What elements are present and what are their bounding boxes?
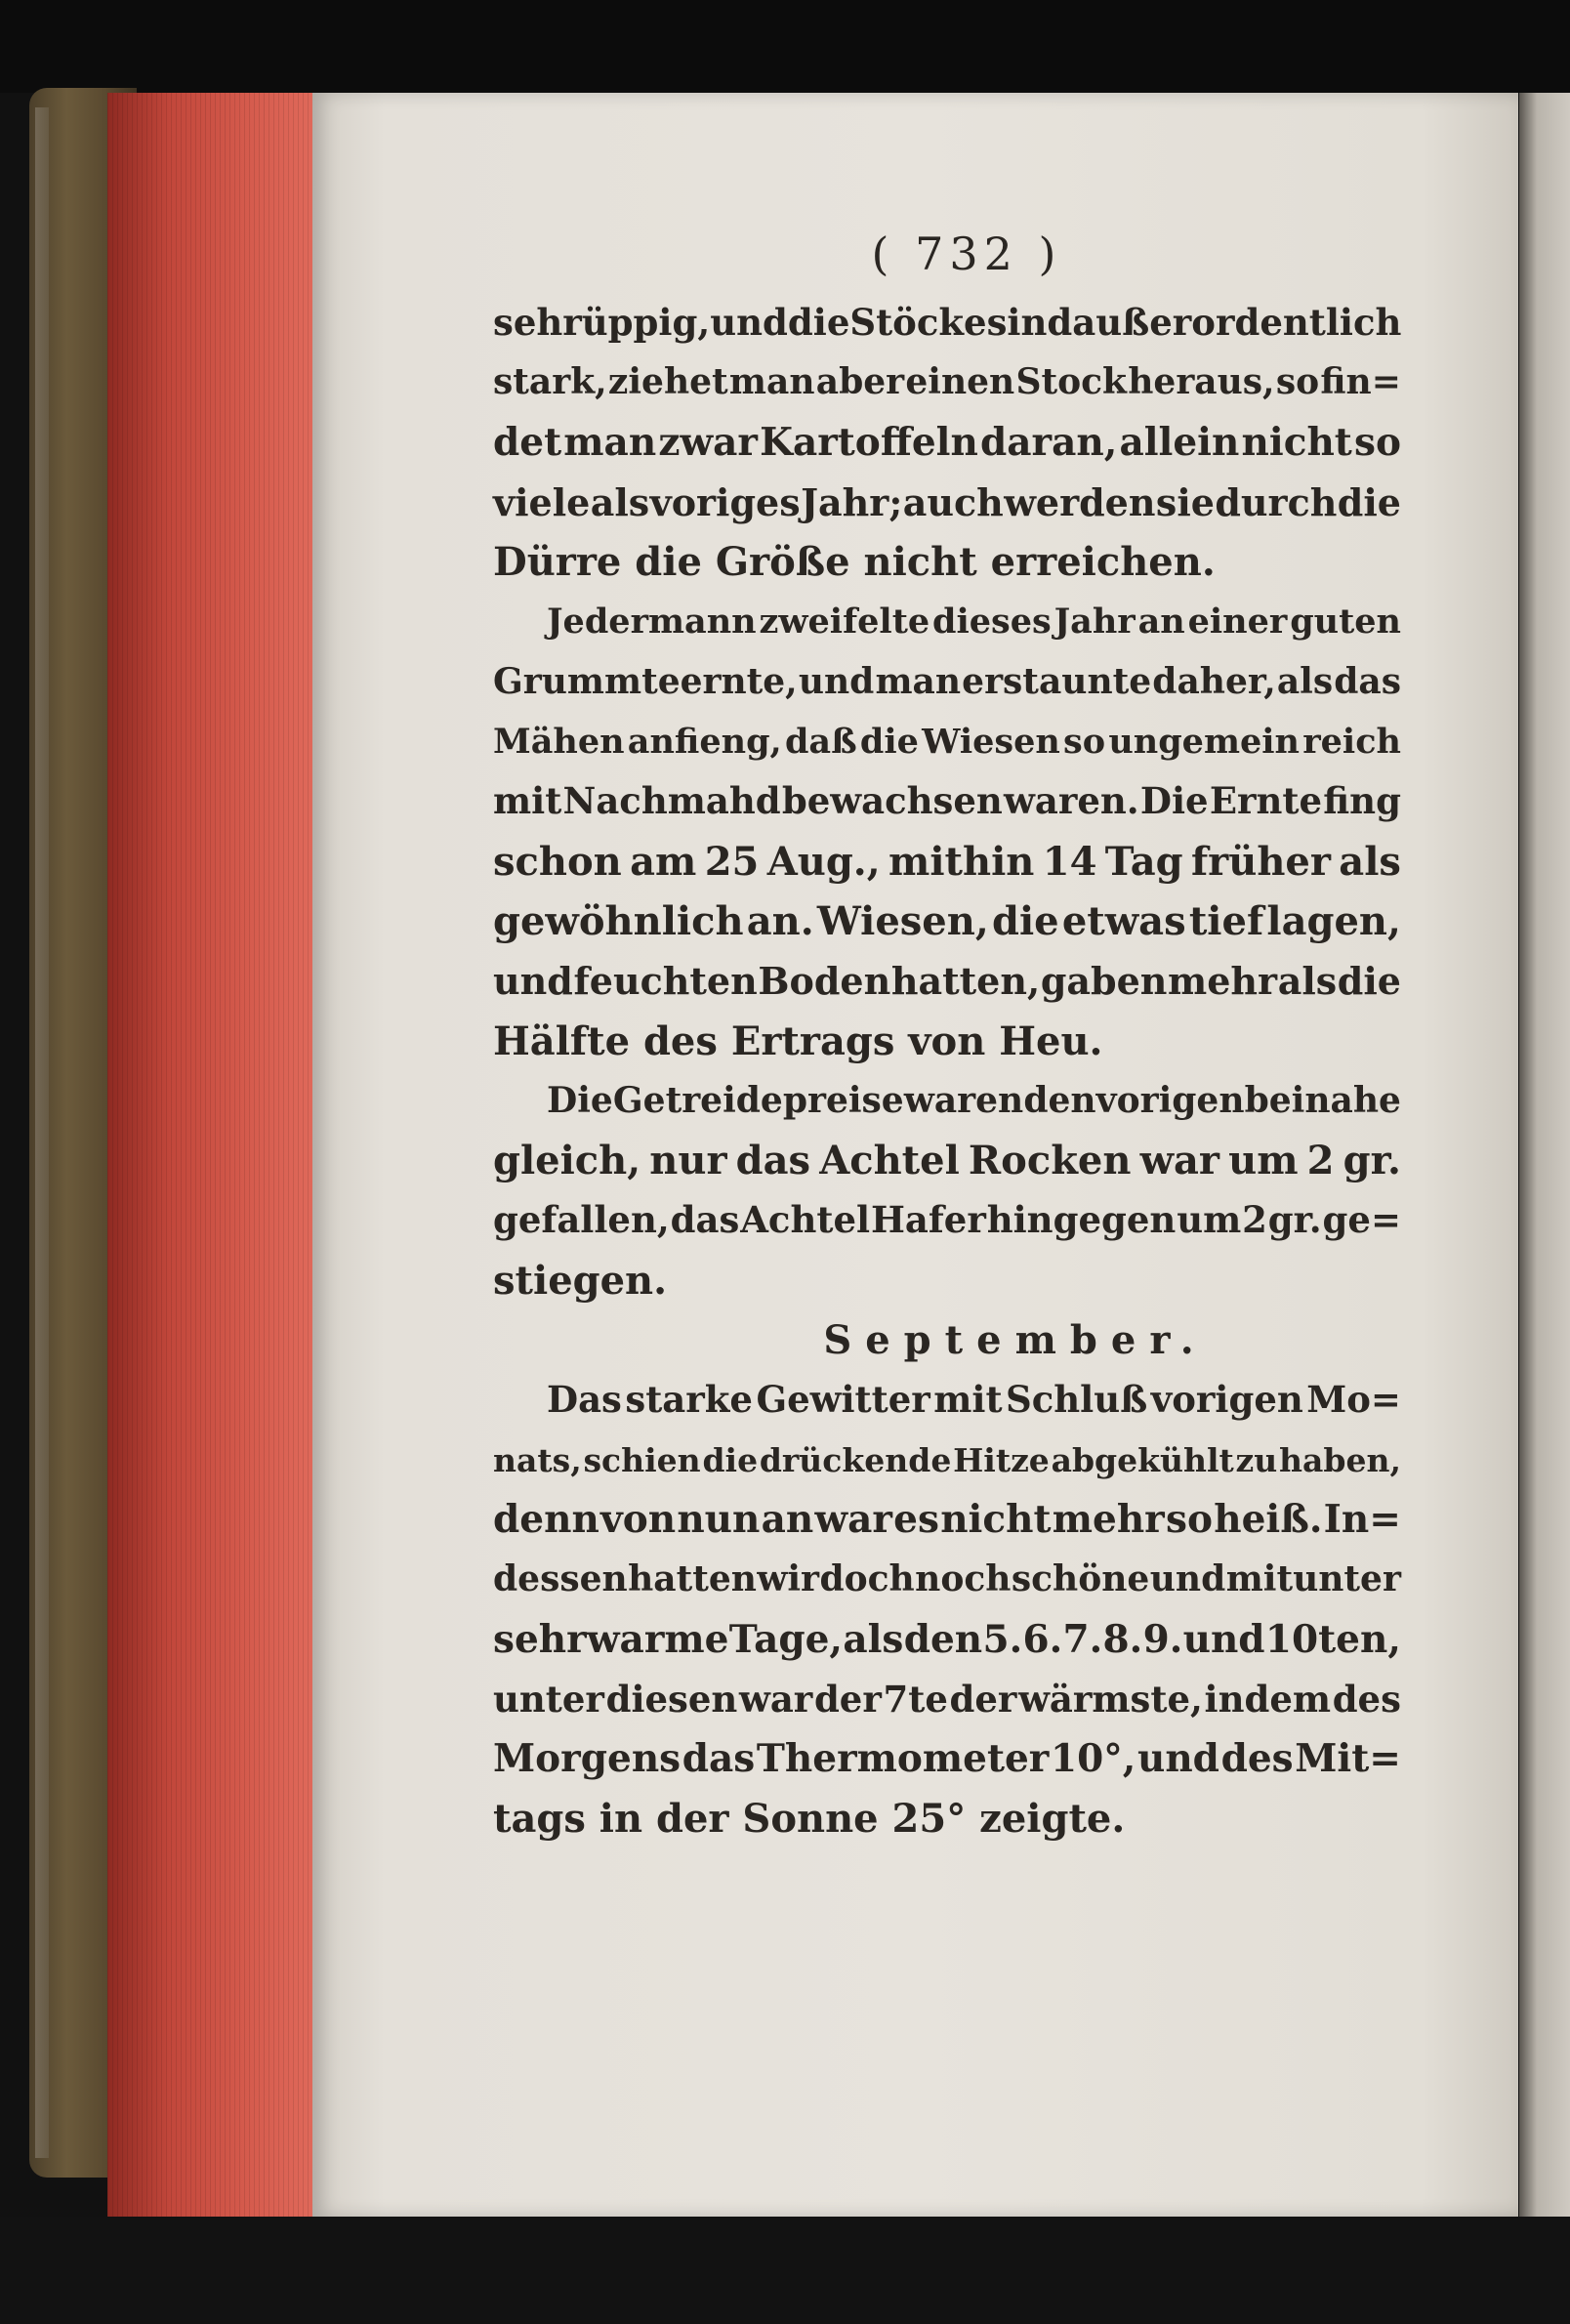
text-line: unter diesen war der 7te der wärmste, indem des (493, 1677, 1401, 1721)
text-line: gefallen, das Achtel Hafer hingegen um 2 gr. ge= (493, 1198, 1401, 1242)
facing-page-edge (1519, 93, 1570, 2217)
page-text (493, 215, 1401, 1849)
text-line: Dürre die Größe nicht erreichen. (493, 539, 1216, 586)
text-line: schon am 25 Aug., mithin 14 Tag früher als (493, 838, 1401, 885)
red-page-edges (107, 93, 317, 2217)
background-top (0, 0, 1570, 93)
text-line: sehr warme Tage, als den 5. 6. 7. 8. 9. und 10ten, (493, 1616, 1401, 1662)
page-number: ( 732 ) (871, 228, 1062, 280)
cover-edge (35, 107, 49, 2158)
text-line: dessen hatten wir doch noch schöne und mitunter (493, 1558, 1401, 1600)
text-line: sehr üppig, und die Stöcke sind außerordentlich (493, 301, 1402, 344)
text-line: tags in der Sonne 25° zeigte. (493, 1796, 1126, 1843)
text-line: Hälfte des Ertrags von Heu. (493, 1017, 1103, 1064)
text-line: Morgens das Thermometer 10°, und des Mit= (493, 1736, 1401, 1782)
text-line: Das starke Gewitter mit Schluß vorigen Mo= (547, 1378, 1401, 1422)
text-line: nats, schien die drückende Hitze abgekühlt zu haben, (493, 1440, 1401, 1479)
text-line: denn von nun an war es nicht mehr so heiß. In= (493, 1496, 1401, 1542)
text-line: Die Getreidepreise waren den vorigen beinahe (547, 1079, 1401, 1121)
text-line: gewöhnlich an. Wiesen, die etwas tief lagen, (493, 897, 1401, 944)
text-line: stark, ziehet man aber einen Stock heraus, so fin= (493, 361, 1401, 403)
text-line: det man zwar Kartoffeln daran, allein nicht so (493, 419, 1401, 465)
text-line: stiegen. (493, 1257, 668, 1304)
text-line: Mähen anfieng, daß die Wiesen so ungemein reich (493, 722, 1401, 763)
text-line: gleich, nur das Achtel Rocken war um 2 gr. (493, 1138, 1401, 1184)
background-bottom (0, 2217, 1570, 2324)
text-line: mit Nachmahd bewachsen waren. Die Ernte fing (493, 779, 1401, 823)
text-line: Jedermann zweifelte dieses Jahr an einer guten (547, 602, 1401, 643)
text-line: viele als voriges Jahr; auch werden sie durch die (493, 479, 1401, 524)
text-line: und feuchten Boden hatten, gaben mehr als die (493, 959, 1401, 1004)
text-line: Grummteernte, und man erstaunte daher, als das (493, 660, 1401, 702)
section-heading: September. (823, 1317, 1208, 1364)
